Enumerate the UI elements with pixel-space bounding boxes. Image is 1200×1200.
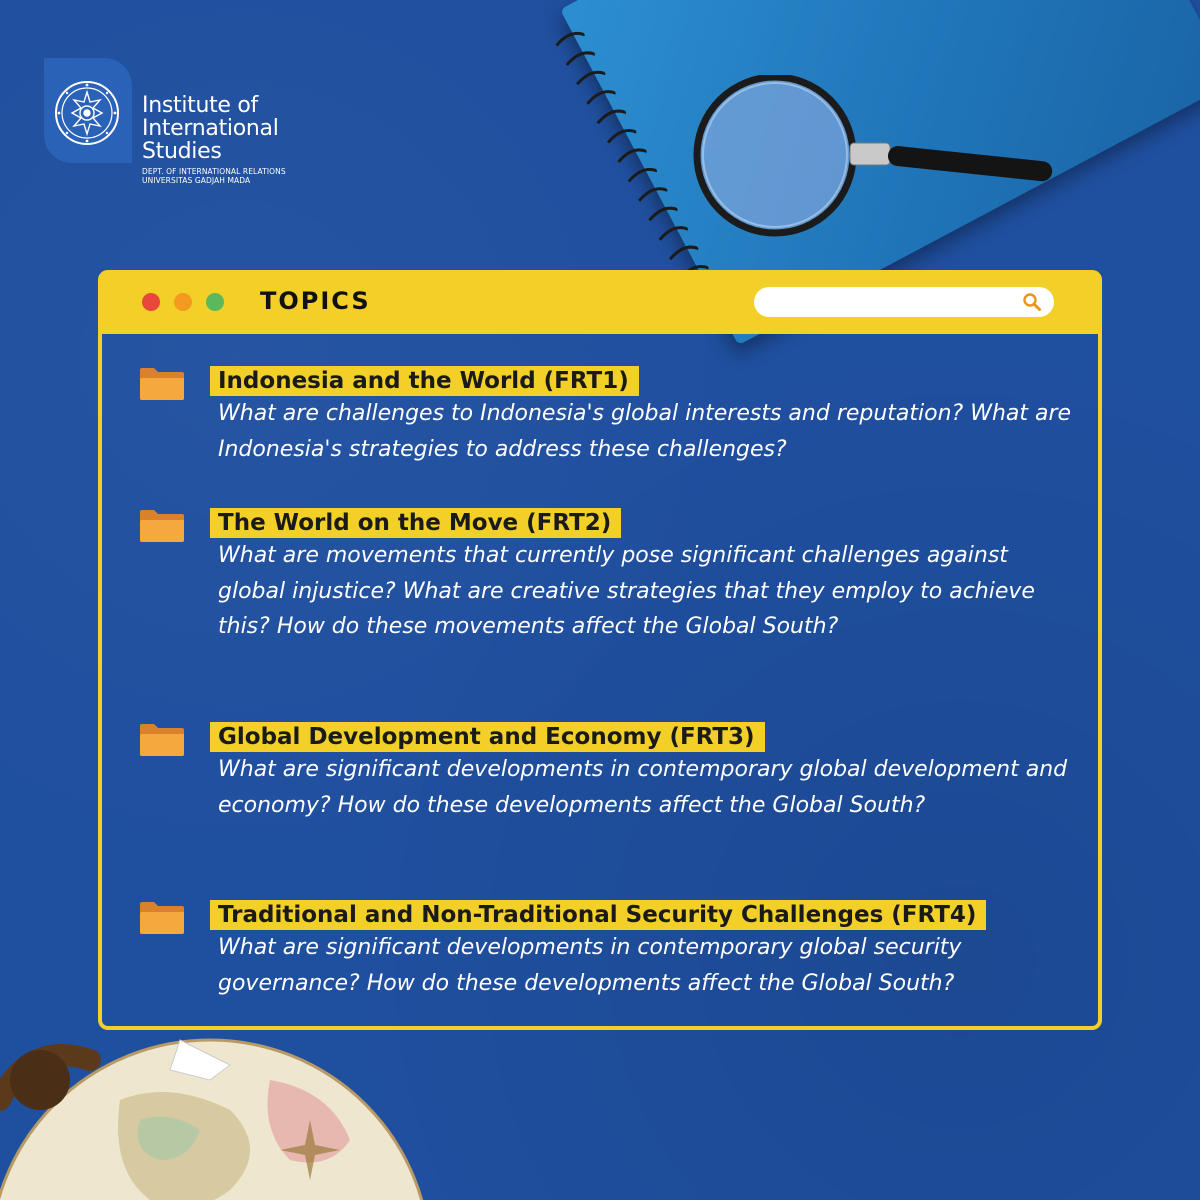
search-icon[interactable] bbox=[1022, 292, 1042, 312]
topic-title[interactable]: Indonesia and the World (FRT1) bbox=[210, 366, 639, 396]
logo-subtitle-2: UNIVERSITAS GADJAH MADA bbox=[142, 176, 251, 185]
topic-description: What are movements that currently pose significant challenges against global injustice? What are creative strategies that they employ to achieve this? How do these movements affect the Global South? bbox=[218, 543, 1035, 640]
folder-icon[interactable] bbox=[138, 900, 186, 936]
logo-line-2: International bbox=[142, 116, 279, 141]
folder-icon[interactable] bbox=[138, 366, 186, 402]
topic-title-wrap bbox=[210, 366, 639, 396]
topics-window bbox=[98, 270, 1102, 1030]
folder-icon[interactable] bbox=[138, 722, 186, 758]
logo-text bbox=[142, 94, 286, 185]
topic-title[interactable]: Traditional and Non-Traditional Security Challenges (FRT4) bbox=[210, 900, 986, 930]
logo-line-1: Institute of bbox=[142, 93, 258, 118]
logo-line-3: Studies bbox=[142, 139, 222, 164]
topic-title[interactable]: The World on the Move (FRT2) bbox=[210, 508, 621, 538]
maximize-window-dot[interactable] bbox=[206, 293, 224, 311]
institute-logo bbox=[44, 58, 314, 188]
topic-title[interactable]: Global Development and Economy (FRT3) bbox=[210, 722, 765, 752]
topic-description: What are significant developments in contemporary global development and economy? How do these developments affect the Global South? bbox=[218, 757, 1068, 818]
window-title-bar bbox=[98, 270, 1102, 334]
university-seal-icon bbox=[54, 80, 120, 146]
topic-description: What are challenges to Indonesia's global interests and reputation? What are Indonesia's strategies to address these challenges? bbox=[218, 401, 1072, 462]
minimize-window-dot[interactable] bbox=[174, 293, 192, 311]
globe-image bbox=[0, 1020, 450, 1200]
topic-description: What are significant developments in contemporary global security governance? How do these developments affect the Global South? bbox=[218, 935, 962, 996]
logo-subtitle-1: DEPT. OF INTERNATIONAL RELATIONS bbox=[142, 167, 286, 176]
search-input[interactable] bbox=[754, 287, 1054, 317]
window-title: TOPICS bbox=[260, 287, 371, 315]
folder-icon[interactable] bbox=[138, 508, 186, 544]
magnifying-glass-image bbox=[690, 75, 1070, 245]
topic-title-wrap bbox=[210, 722, 765, 752]
topic-title-wrap bbox=[210, 508, 621, 538]
close-window-dot[interactable] bbox=[142, 293, 160, 311]
topic-title-wrap bbox=[210, 900, 986, 930]
